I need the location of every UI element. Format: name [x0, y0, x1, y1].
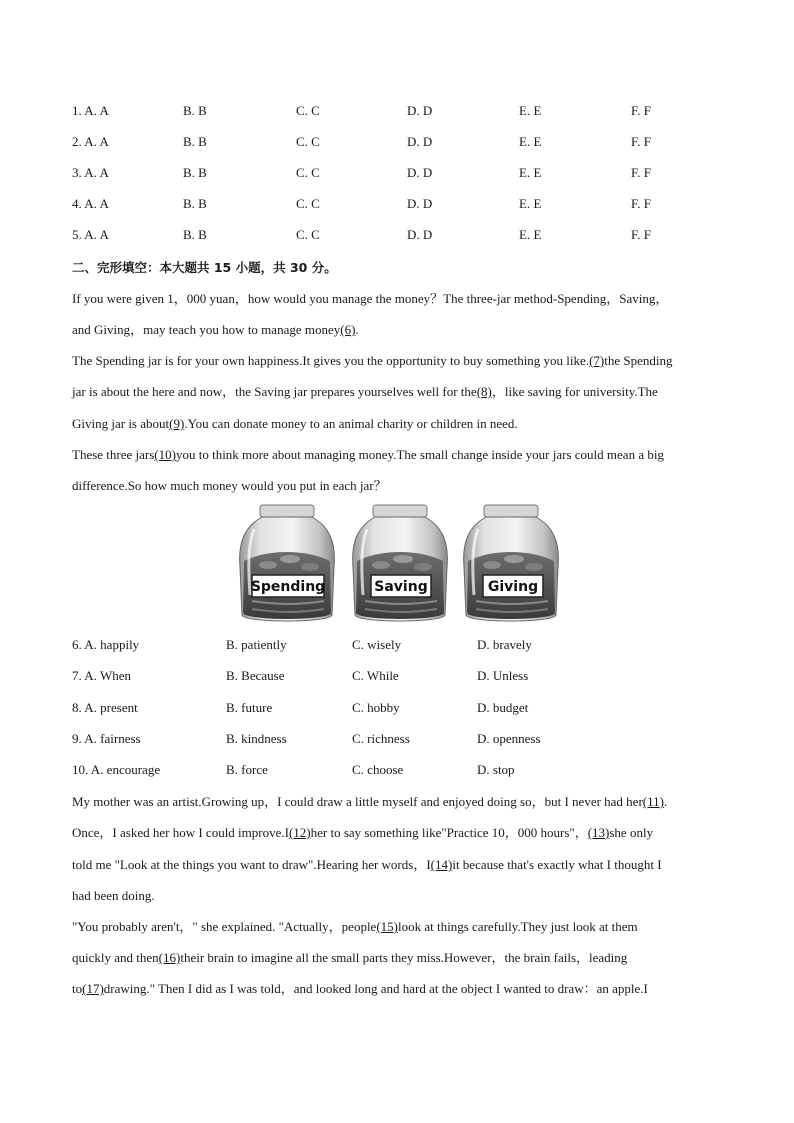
passage1-line4: jar is about the here and now，the Saving jar prepares yourselves well for the(8)，like saving for university.The: [72, 384, 658, 399]
passage1-line3: The Spending jar is for your own happiness.It gives you the opportunity to buy something you like.(7)the Spending: [72, 353, 673, 368]
option-f: F. F: [631, 165, 651, 180]
option-a: 8. A. present: [72, 700, 138, 715]
saving-jar: [353, 505, 448, 621]
question-number: 1.: [72, 103, 82, 118]
spending-jar: [240, 505, 335, 621]
option-d: D. D: [407, 196, 433, 211]
passage1-line2: and Giving，may teach you how to manage money(6).: [72, 322, 359, 337]
blank-11: (11): [642, 794, 664, 809]
option-a: 1. A. A: [72, 103, 109, 118]
blank-14: (14): [430, 857, 453, 872]
option-f: F. F: [631, 227, 651, 242]
option-a: 3. A. A: [72, 165, 109, 180]
option-d: D. openness: [477, 731, 541, 746]
three-jars-illustration: [236, 503, 562, 625]
passage2-line2: Once，I asked her how I could improve.I(12)her to say something like"Practice 10，000 hours"，(13)she only: [72, 825, 654, 840]
option-c: C. richness: [352, 731, 410, 746]
spending-jar-label: Spending: [250, 579, 326, 595]
blank-10: (10): [154, 447, 176, 462]
question-number: 8.: [72, 700, 82, 715]
option-b: B. Because: [226, 668, 285, 683]
option-c: C. choose: [352, 762, 404, 777]
question-number: 5.: [72, 227, 82, 242]
option-f: F. F: [631, 196, 651, 211]
option-c: C. wisely: [352, 637, 402, 652]
option-b: B. B: [183, 134, 207, 149]
option-a: 7. A. When: [72, 668, 131, 683]
question-number: 4.: [72, 196, 82, 211]
saving-jar-label: Saving: [374, 579, 428, 595]
question-number: 6.: [72, 637, 82, 652]
blank-16: (16): [158, 950, 181, 965]
option-a: 2. A. A: [72, 134, 109, 149]
option-e: E. E: [519, 134, 542, 149]
option-b: B. force: [226, 762, 268, 777]
option-a: 5. A. A: [72, 227, 109, 242]
option-b: B. B: [183, 165, 207, 180]
giving-jar-label: Giving: [487, 579, 539, 595]
passage2-line1: My mother was an artist.Growing up，I could draw a little myself and enjoyed doing so，but I never had her(11).: [72, 794, 668, 809]
blank-12: (12): [288, 825, 311, 840]
passage1-line1: If you were given 1，000 yuan，how would you manage the money？The three-jar method-Spending，Saving，: [72, 291, 669, 306]
option-e: E. E: [519, 196, 542, 211]
blank-15: (15): [376, 919, 398, 934]
blank-9: (9): [169, 416, 185, 431]
option-d: D. Unless: [477, 668, 529, 683]
option-d: D. D: [407, 103, 433, 118]
option-d: D. budget: [477, 700, 529, 715]
passage1-line5: Giving jar is about(9).You can donate money to an animal charity or children in need.: [72, 416, 518, 431]
option-d: D. D: [407, 165, 433, 180]
option-b: B. B: [183, 227, 207, 242]
option-e: E. E: [519, 227, 542, 242]
option-a: 6. A. happily: [72, 637, 140, 652]
option-f: F. F: [631, 103, 651, 118]
option-c: C. C: [296, 103, 320, 118]
blank-8: (8): [476, 384, 492, 399]
passage2-line7: to(17)drawing." Then I did as I was told，and looked long and hard at the object I wanted to draw：an apple.I: [72, 981, 648, 996]
option-c: C. While: [352, 668, 399, 683]
option-d: D. D: [407, 227, 433, 242]
option-b: B. B: [183, 103, 207, 118]
option-a: 9. A. fairness: [72, 731, 141, 746]
passage1-line6: These three jars(10)you to think more about managing money.The small change inside your jars could mean a big: [72, 447, 664, 462]
option-f: F. F: [631, 134, 651, 149]
passage2-line3: told me "Look at the things you want to draw".Hearing her words，I(14)it because that's exactly what I thought I: [72, 857, 662, 872]
blank-6: (6): [340, 322, 356, 337]
passage2-line5: "You probably aren't，" she explained. "Actually，people(15)look at things carefully.They just look at them: [72, 919, 638, 934]
question-number: 2.: [72, 134, 82, 149]
option-e: E. E: [519, 165, 542, 180]
section-heading: 二、完形填空：本大题共 15 小题，共 30 分。: [72, 260, 337, 275]
question-number: 9.: [72, 731, 82, 746]
option-c: C. C: [296, 227, 320, 242]
option-c: C. C: [296, 196, 320, 211]
option-c: C. C: [296, 134, 320, 149]
blank-13: (13): [587, 825, 610, 840]
option-c: C. hobby: [352, 700, 400, 715]
option-b: B. patiently: [226, 637, 287, 652]
option-b: B. kindness: [226, 731, 287, 746]
option-d: D. stop: [477, 762, 515, 777]
option-d: D. bravely: [477, 637, 532, 652]
passage1-line7: difference.So how much money would you put in each jar？: [72, 478, 387, 493]
option-a: 10. A. encourage: [72, 762, 161, 777]
option-b: B. B: [183, 196, 207, 211]
question-number: 3.: [72, 165, 82, 180]
option-d: D. D: [407, 134, 433, 149]
option-a: 4. A. A: [72, 196, 109, 211]
option-b: B. future: [226, 700, 273, 715]
passage2-line6: quickly and then(16)their brain to imagine all the small parts they miss.However，the brain fails，leading: [72, 950, 628, 965]
blank-7: (7): [589, 353, 605, 368]
passage2-line4: had been doing.: [72, 888, 155, 903]
question-number: 7.: [72, 668, 82, 683]
blank-17: (17): [82, 981, 104, 996]
option-c: C. C: [296, 165, 320, 180]
question-number: 10.: [72, 762, 89, 777]
option-e: E. E: [519, 103, 542, 118]
giving-jar: [464, 505, 559, 621]
